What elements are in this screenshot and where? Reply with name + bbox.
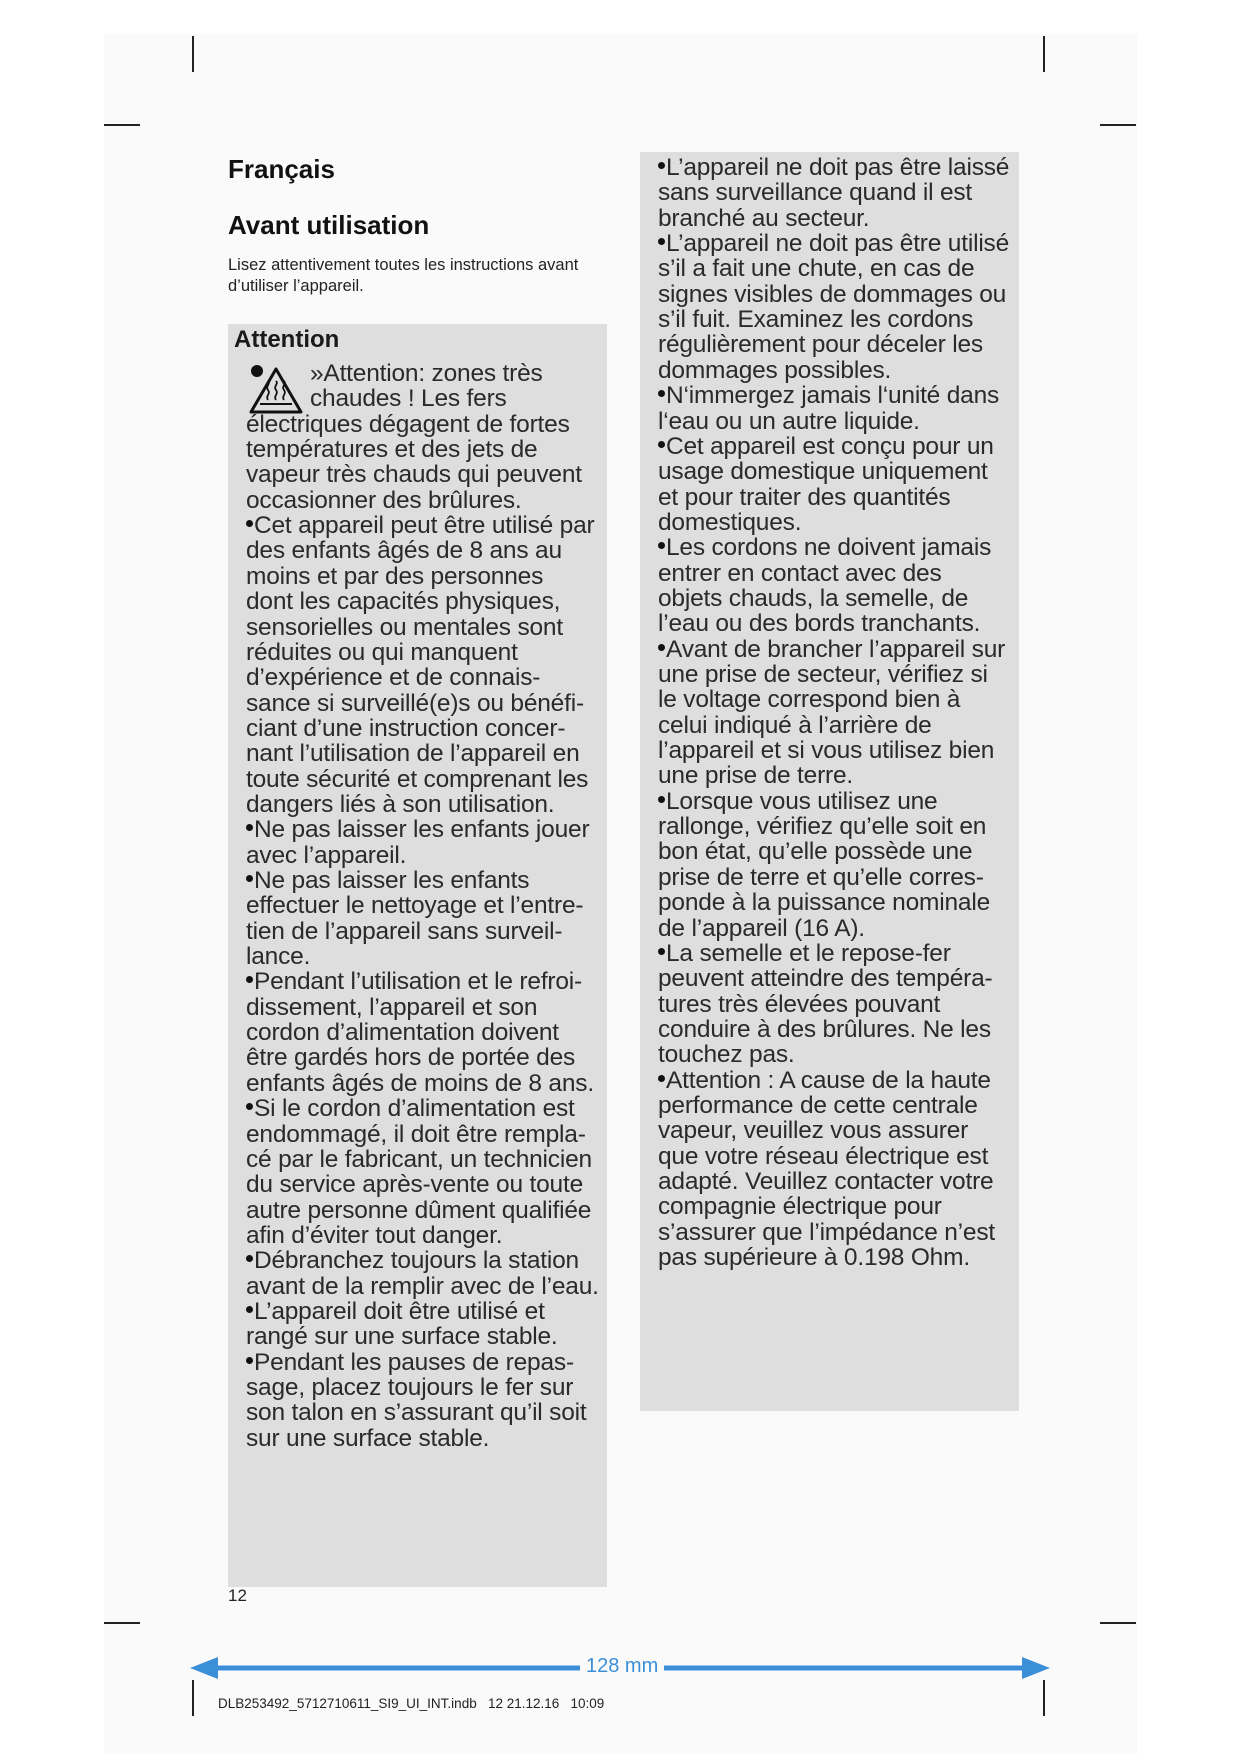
text-line-content: chaudes ! Les fers: [310, 385, 507, 413]
text-line: [246, 842, 406, 870]
text-line: [310, 385, 507, 413]
text-line-content: peuvent atteindre des tempéra-: [658, 965, 993, 993]
text-line: [658, 331, 983, 359]
text-line: [246, 1222, 502, 1250]
text-line-content: L’appareil ne doit pas être laissé: [666, 154, 1010, 181]
text-line: [658, 509, 801, 537]
text-line: [246, 1425, 489, 1453]
bullet-mark: [658, 644, 665, 651]
text-line: [310, 360, 543, 388]
text-line: [658, 306, 973, 334]
language-title: Français: [228, 154, 335, 184]
crop-mark-left-lower: [104, 1622, 140, 1624]
text-line-content: La semelle et le repose-fer: [666, 939, 951, 967]
text-line: [246, 1146, 592, 1174]
text-line: [658, 433, 994, 461]
text-line: [658, 864, 984, 892]
text-line: [246, 461, 582, 489]
text-line-content: Cet appareil peut être utilisé par: [254, 512, 595, 540]
text-line-content: endommagé, il doit être rempla-: [246, 1120, 586, 1148]
text-line-content: celui indiqué à l’arrière de: [658, 711, 932, 739]
text-line: [658, 205, 869, 233]
text-line: [658, 230, 1009, 258]
text-line-content: adapté. Veuillez contacter votre: [658, 1168, 994, 1195]
file-info: DLB253492_5712710611_SI9_UI_INT.indb 12 21.12.16 10:09: [218, 1696, 605, 1711]
text-line-content: bon état, qu’elle possède une: [658, 838, 973, 866]
crop-mark-top-left: [192, 36, 194, 72]
text-line-content: Attention : A cause de la haute: [666, 1066, 991, 1094]
text-line: [658, 179, 972, 207]
text-line-content: températures et des jets de: [246, 436, 538, 464]
text-line: [658, 991, 940, 1019]
text-line-content: Si le cordon d’alimentation est: [254, 1095, 575, 1123]
text-line: [658, 762, 853, 790]
text-line-content: cé par le fabricant, un technicien: [246, 1145, 592, 1173]
bullet-mark: [658, 948, 665, 955]
text-line-content: Les cordons ne doivent jamais: [666, 534, 992, 562]
text-line-content: Pendant les pauses de repas-: [254, 1348, 574, 1376]
text-line: [246, 1019, 559, 1047]
bullet-mark: [246, 1306, 253, 1313]
bullet-mark: [658, 542, 665, 549]
text-line: [246, 867, 529, 895]
text-line: [658, 813, 986, 841]
crop-mark-right-upper: [1100, 124, 1136, 126]
text-line-content: cordon d’alimentation doivent: [246, 1019, 559, 1047]
text-line-content: Avant de brancher l’appareil sur: [666, 635, 1006, 663]
text-line-content: sur une surface stable.: [246, 1424, 490, 1452]
text-line-content: N‘immergez jamais l‘unité dans: [666, 382, 1000, 410]
text-line-content: Pendant l’utilisation et le refroi-: [254, 968, 583, 996]
text-line-content: vapeur très chauds qui peuvent: [246, 461, 582, 489]
crop-mark-bottom-right: [1043, 1680, 1045, 1716]
text-line: [658, 1041, 795, 1069]
text-line-content: moins et par des personnes: [246, 562, 544, 590]
text-line: [246, 1298, 545, 1326]
text-line-content: l’appareil et si vous utilisez bien: [658, 737, 995, 765]
text-line: [246, 664, 540, 692]
text-line-content: une prise de terre.: [658, 762, 854, 790]
text-line: [246, 1070, 594, 1098]
text-line: [658, 661, 988, 689]
text-line-content: ponde à la puissance nominale: [658, 889, 990, 917]
text-line-content: »Attention: zones très: [310, 360, 543, 387]
text-line-content: Ne pas laisser les enfants: [254, 867, 530, 894]
text-line-content: objets chauds, la semelle, de: [658, 584, 969, 612]
text-line-content: pas supérieure à 0.198 Ohm.: [658, 1244, 970, 1272]
text-line: [246, 943, 310, 971]
text-line: [246, 1121, 586, 1149]
page-number: 12: [228, 1586, 247, 1605]
text-line: [658, 1092, 978, 1120]
text-line: [658, 788, 937, 816]
bullet-mark: [658, 441, 665, 448]
text-line: [658, 1117, 968, 1145]
text-line: [658, 281, 1006, 309]
text-line: [658, 408, 920, 436]
text-line: [658, 737, 994, 765]
crop-mark-top-right: [1043, 36, 1045, 72]
text-line-content: rallonge, vérifiez qu’elle soit en: [658, 813, 987, 841]
text-line-content: régulièrement pour déceler les: [658, 331, 983, 359]
text-line: [246, 892, 583, 920]
text-line: [658, 686, 960, 714]
text-line-content: sensorielles ou mentales sont: [246, 613, 563, 641]
text-line-content: autre personne dûment qualifiée: [246, 1196, 592, 1224]
text-line: [246, 588, 560, 616]
bullet-mark: [246, 1357, 253, 1364]
text-line-content: Lorsque vous utilisez une: [666, 787, 938, 815]
crop-mark-right-lower: [1100, 1622, 1136, 1624]
text-line: [246, 816, 589, 844]
text-line: [246, 715, 565, 743]
text-line: [658, 610, 980, 638]
text-line-content: sance si surveillé(e)s ou bénéfi-: [246, 689, 584, 717]
text-line-content: dont les capacités physiques,: [246, 588, 561, 616]
text-line-content: Cet appareil est conçu pour un: [666, 432, 994, 460]
text-line: [246, 1095, 575, 1123]
text-line-content: nant l’utilisation de l’appareil en: [246, 740, 580, 768]
text-line-content: électriques dégagent de fortes: [246, 410, 570, 438]
text-line: [658, 889, 990, 917]
text-line-content: domestiques.: [658, 508, 802, 536]
text-line-content: dommages possibles.: [658, 356, 892, 384]
text-line-content: usage domestique uniquement: [658, 458, 988, 486]
bullet-mark: [246, 875, 253, 882]
text-line-content: du service après-vente ou toute: [246, 1171, 584, 1199]
text-line: [246, 411, 570, 439]
hot-surface-warning-icon: [246, 364, 304, 416]
text-line: [658, 154, 1009, 182]
text-line: [658, 1193, 942, 1221]
text-line-content: s’il a fait une chute, en cas de: [658, 255, 975, 283]
text-line-content: l’eau ou des bords tranchants.: [658, 610, 981, 638]
text-line-content: et pour traiter des quantités: [658, 483, 951, 511]
text-line-content: avant de la remplir avec de l’eau.: [246, 1272, 599, 1300]
text-line-content: dangers liés à son utilisation.: [246, 790, 555, 818]
text-line-content: performance de cette centrale: [658, 1091, 978, 1119]
text-line: [246, 1374, 573, 1402]
text-line-content: Ne pas laisser les enfants jouer: [254, 816, 590, 844]
text-line-content: ciant d’une instruction concer-: [246, 714, 566, 742]
text-line-content: L’appareil doit être utilisé et: [254, 1297, 545, 1325]
text-line: [246, 690, 584, 718]
text-line-content: sans surveillance quand il est: [658, 179, 973, 207]
bullet-mark: [246, 1103, 253, 1110]
text-line: [246, 994, 537, 1022]
text-line-content: branché au secteur.: [658, 204, 870, 232]
bullet-mark: [246, 1255, 253, 1262]
text-line-content: prise de terre et qu’elle corres-: [658, 863, 984, 891]
text-line: [658, 534, 991, 562]
text-line: [658, 838, 972, 866]
text-line: [658, 965, 993, 993]
text-line: [658, 357, 891, 385]
text-line-content: effectuer le nettoyage et l’entre-: [246, 892, 584, 920]
dimension-label: 128 mm: [580, 1654, 664, 1678]
text-line: [246, 537, 562, 565]
bullet-mark: [658, 1075, 665, 1082]
section-title: Avant utilisation: [228, 210, 430, 240]
text-line: [658, 585, 968, 613]
text-line-content: rangé sur une surface stable.: [246, 1323, 558, 1351]
text-line: [246, 968, 582, 996]
text-line-content: entrer en contact avec des: [658, 559, 942, 587]
text-line: [246, 436, 537, 464]
text-line-content: que votre réseau électrique est: [658, 1142, 989, 1170]
text-line-content: dissement, l’appareil et son: [246, 993, 538, 1021]
text-line-content: l‘eau ou un autre liquide.: [658, 407, 920, 435]
text-line: [658, 1244, 970, 1272]
text-line: [658, 382, 999, 410]
text-line: [246, 791, 554, 819]
intro-text: Lisez attentivement toutes les instructions avant d’utiliser l’appareil.: [228, 256, 579, 295]
text-line-content: tien de l’appareil sans surveil-: [246, 917, 563, 945]
bullet-mark: [246, 824, 253, 831]
text-line: [658, 458, 988, 486]
text-line-content: de l’appareil (16 A).: [658, 914, 865, 942]
text-line: [246, 1247, 579, 1275]
text-line-content: le voltage correspond bien à: [658, 686, 961, 714]
text-line-content: L’appareil ne doit pas être utilisé: [666, 230, 1010, 258]
text-line: [246, 1273, 599, 1301]
text-line: [658, 636, 1005, 664]
text-line-content: vapeur, veuillez vous assurer: [658, 1117, 969, 1145]
text-line: [246, 740, 580, 768]
text-line: [658, 255, 974, 283]
text-line: [658, 1143, 988, 1171]
text-line-content: avec l’appareil.: [246, 841, 407, 869]
crop-mark-bottom-left: [192, 1680, 194, 1716]
text-line: [246, 1349, 574, 1377]
bullet-mark: [246, 520, 253, 527]
text-line-content: réduites ou qui manquent: [246, 638, 518, 666]
text-line-content: une prise de secteur, vérifiez si: [658, 661, 988, 688]
crop-mark-left-upper: [104, 124, 140, 126]
text-line-content: conduire à des brûlures. Ne les: [658, 1015, 991, 1043]
text-line-content: sage, placez toujours le fer sur: [246, 1374, 574, 1401]
text-line: [246, 512, 594, 540]
text-line: [658, 940, 951, 968]
text-line: [658, 1219, 995, 1247]
text-line: [246, 766, 588, 794]
bullet-mark: [658, 162, 665, 169]
text-line: [658, 1067, 991, 1095]
text-line-content: son talon en s’assurant qu’il soit: [246, 1399, 587, 1427]
text-line-content: toute sécurité et comprenant les: [246, 765, 589, 793]
bullet-mark: [658, 796, 665, 803]
text-line: [246, 639, 518, 667]
text-line: [658, 915, 865, 943]
text-line-content: compagnie électrique pour: [658, 1193, 942, 1221]
text-line-content: afin d’éviter tout danger.: [246, 1221, 503, 1249]
bullet-mark: [658, 238, 665, 245]
bullet-mark: [658, 390, 665, 397]
text-line-content: occasionner des brûlures.: [246, 486, 522, 514]
text-line: [658, 560, 942, 588]
text-line: [246, 1171, 583, 1199]
bullet-mark: [246, 976, 253, 983]
text-line-content: d’expérience et de connais-: [246, 664, 541, 692]
text-line-content: s’assurer que l’impédance n’est: [658, 1218, 995, 1246]
text-line: [246, 1197, 591, 1225]
text-line-content: s’il fuit. Examinez les cordons: [658, 306, 974, 334]
text-line-content: être gardés hors de portée des: [246, 1044, 576, 1072]
text-line: [246, 563, 543, 591]
text-line-content: des enfants âgés de 8 ans au: [246, 537, 562, 565]
text-line-content: touchez pas.: [658, 1041, 795, 1069]
text-line: [658, 712, 932, 740]
text-line-content: tures très élevées pouvant: [658, 990, 941, 1018]
text-line: [246, 1323, 558, 1351]
text-line: [246, 1044, 575, 1072]
text-line: [246, 614, 563, 642]
text-line-content: enfants âgés de moins de 8 ans.: [246, 1069, 594, 1097]
text-line-content: Débranchez toujours la station: [254, 1247, 579, 1275]
text-line-content: lance.: [246, 943, 311, 971]
text-line: [246, 918, 562, 946]
text-line: [246, 487, 522, 515]
text-line: [658, 1016, 991, 1044]
attention-heading: Attention: [234, 326, 340, 353]
text-line: [658, 484, 950, 512]
text-line: [246, 1399, 586, 1427]
text-line-content: signes visibles de dommages ou: [658, 280, 1007, 308]
text-line: [658, 1168, 993, 1196]
